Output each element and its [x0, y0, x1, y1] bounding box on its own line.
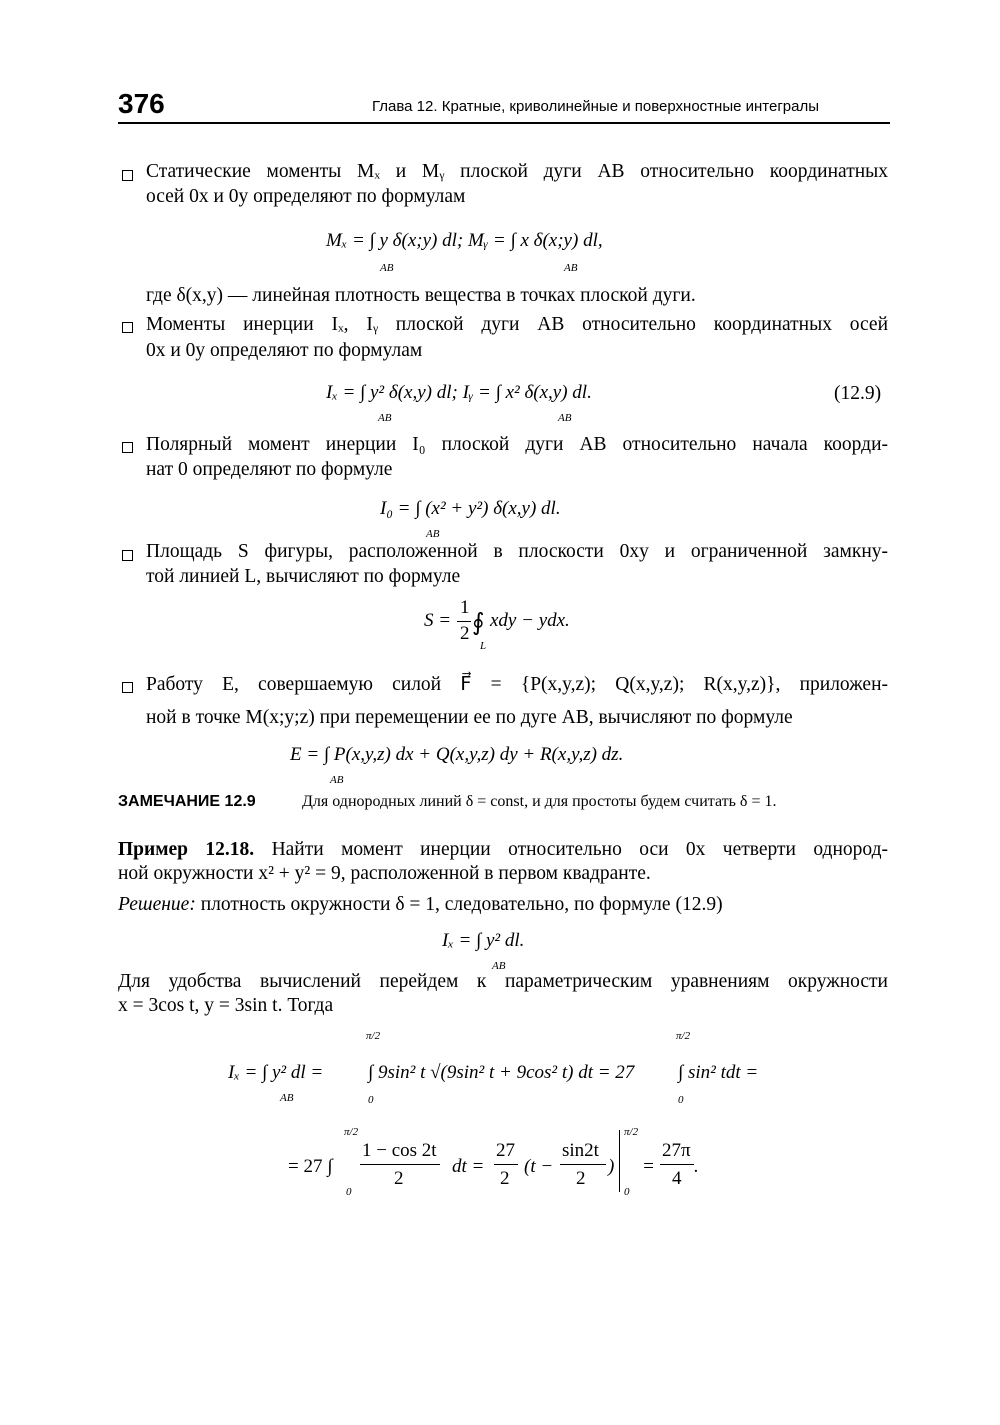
paragraph-line2: x = 3cos t, y = 3sin t. Тогда	[118, 995, 334, 1016]
fraction-bar	[560, 1164, 606, 1165]
example-text: Найти момент инерции относительно оси 0x четверти однород-	[271, 839, 889, 860]
formula-sub: AB	[330, 774, 344, 786]
calc2-num3: sin2t	[562, 1140, 599, 1161]
formula-sub: AB	[492, 960, 506, 972]
calc2-paren: (t −	[524, 1156, 554, 1177]
formula-sub: AB	[558, 412, 572, 424]
calc1-rhs: ∫ sin² tdt =	[678, 1062, 759, 1083]
formula-ix: Iₓ = ∫ y² dl.	[442, 930, 525, 951]
bullet-box	[122, 682, 133, 693]
bullet-5-line1: Работу E, совершаемую силой F⃗ = {P(x,y,z); Q(x,y,z); R(x,y,z)}, приложен-	[146, 674, 888, 695]
eval-bar	[619, 1130, 620, 1192]
formula-sub: AB	[280, 1092, 294, 1104]
example-line1	[118, 838, 888, 862]
bullet-5-line2: ной в точке M(x;y;z) при перемещении ее по дуге AB, вычисляют по формуле	[146, 707, 793, 728]
calc2-num: 1 − cos 2t	[362, 1140, 437, 1161]
formula-area-rest: xdy − ydx.	[490, 610, 570, 631]
solution-text: плотность окружности δ = 1, следовательно, по формуле (12.9)	[200, 894, 723, 915]
bullet-1-line1: Статические моменты Mₓ и Mᵧ плоской дуги AB относительно координатных	[146, 161, 888, 182]
calc1-lhs: Iₓ = ∫ y² dl =	[228, 1062, 324, 1083]
integral-upper-limit: π/2	[676, 1030, 691, 1042]
solution-label: Решение:	[118, 894, 196, 915]
eval-upper-limit: π/2	[624, 1126, 639, 1138]
bullet-3-line2: нат 0 определяют по формуле	[146, 459, 393, 480]
calc2-eq: =	[642, 1156, 655, 1177]
bullet-box	[122, 170, 133, 181]
calc2-den2: 2	[500, 1168, 510, 1189]
chapter-title: Глава 12. Кратные, криволинейные и поверхностные интегралы	[372, 98, 820, 115]
integral-upper-limit: π/2	[344, 1126, 359, 1138]
integral-lower-limit: 0	[368, 1094, 374, 1106]
integral-lower-limit: 0	[346, 1186, 352, 1198]
formula-sub: AB	[380, 262, 394, 274]
bullet-2-line1: Моменты инерции Iₓ, Iᵧ плоской дуги AB относительно координатных осей	[146, 314, 888, 335]
calc2-num4: 27π	[662, 1140, 691, 1161]
formula-sub: AB	[378, 412, 392, 424]
example-line2: ной окружности x² + y² = 9, расположенной в первом квадранте.	[118, 863, 651, 884]
calc2-close: )	[608, 1156, 615, 1177]
fraction-bar	[494, 1164, 518, 1165]
bullet-4-line2: той линией L, вычисляют по формуле	[146, 566, 461, 587]
example-label: Пример 12.18.	[118, 839, 255, 860]
bullet-3-line1: Полярный момент инерции I₀ плоской дуги AB относительно начала коорди-	[146, 434, 888, 455]
formula-sub: AB	[564, 262, 578, 274]
formula-sub: AB	[426, 528, 440, 540]
formula-polar-moment: I₀ = ∫ (x² + y²) δ(x,y) dl.	[380, 498, 561, 519]
header-rule	[118, 122, 890, 124]
paragraph-line1: Для удобства вычислений перейдем к параметрическим уравнениям окружности	[118, 971, 888, 992]
formula-area-lhs: S =	[424, 610, 452, 631]
formula-moments-of-inertia: Iₓ = ∫ y² δ(x,y) dl; Iᵧ = ∫ x² δ(x,y) dl.	[326, 382, 592, 403]
integral-upper-limit: π/2	[366, 1030, 381, 1042]
calc2-end: .	[694, 1156, 699, 1177]
calc1-middle: ∫ 9sin² t √(9sin² t + 9cos² t) dt = 27	[368, 1062, 635, 1083]
formula-work: E = ∫ P(x,y,z) dx + Q(x,y,z) dy + R(x,y,z) dz.	[290, 744, 624, 765]
bullet-box	[122, 322, 133, 333]
calc2-num2: 27	[496, 1140, 515, 1161]
formula-sub: L	[480, 640, 487, 652]
solution-line	[118, 893, 723, 917]
bullet-1-line2: осей 0x и 0y определяют по формулам	[146, 186, 466, 207]
bullet-2-line2: 0x и 0y определяют по формулам	[146, 340, 423, 361]
formula-area-den: 2	[460, 623, 470, 644]
fraction-bar	[457, 621, 471, 622]
bullet-4-line1: Площадь S фигуры, расположенной в плоскости 0xy и ограниченной замкну-	[146, 541, 888, 562]
calc2-lhs: = 27 ∫	[288, 1156, 333, 1177]
fraction-bar	[660, 1164, 694, 1165]
calc2-den3: 2	[576, 1168, 586, 1189]
contour-integral-icon: ∮	[472, 610, 485, 636]
calc2-den: 2	[394, 1168, 404, 1189]
remark-label: ЗАМЕЧАНИЕ 12.9	[118, 793, 256, 810]
page-number: 376	[118, 88, 165, 119]
equation-number: (12.9)	[834, 383, 882, 404]
formula-area-num: 1	[460, 597, 470, 618]
calc2-dt: dt =	[452, 1156, 485, 1177]
integral-lower-limit: 0	[678, 1094, 684, 1106]
calc2-den4: 4	[672, 1168, 682, 1189]
formula-static-moments: Mₓ = ∫ y δ(x;y) dl; Mᵧ = ∫ x δ(x;y) dl,	[326, 230, 603, 251]
eval-lower-limit: 0	[624, 1186, 630, 1198]
bullet-box	[122, 550, 133, 561]
remark-text: Для однородных линий δ = const, и для простоты будем считать δ = 1.	[302, 793, 777, 810]
fraction-bar	[360, 1164, 440, 1165]
density-definition: где δ(x,y) — линейная плотность вещества в точках плоской дуги.	[146, 285, 696, 306]
bullet-box	[122, 442, 133, 453]
